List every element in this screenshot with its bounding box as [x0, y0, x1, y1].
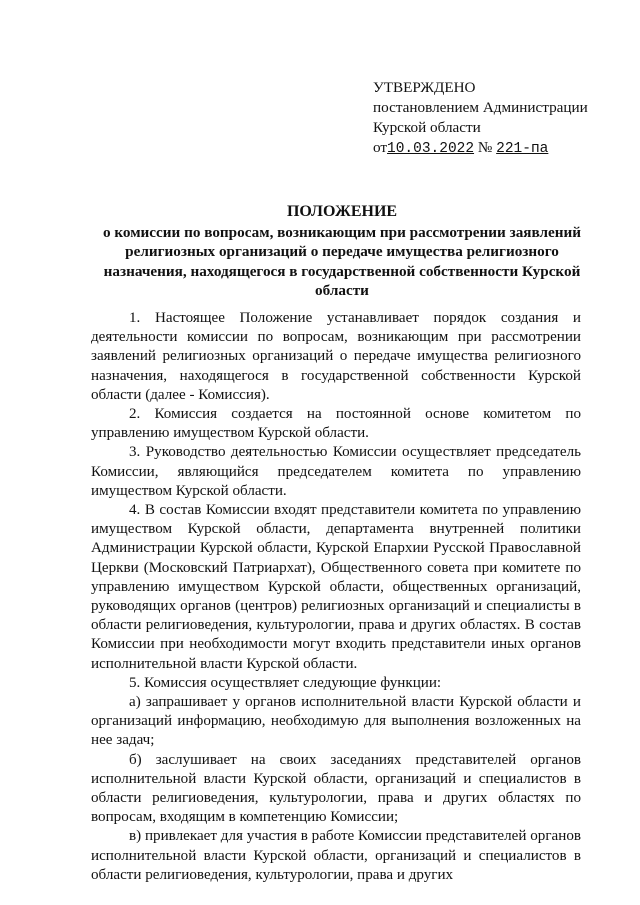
approval-heading: УТВЕРЖДЕНО [373, 79, 476, 96]
document-body [91, 309, 581, 885]
paragraph: 5. Комиссия осуществляет следующие функции: [129, 674, 442, 691]
approval-decree-line: постановлением Администрации [373, 99, 588, 116]
paragraph: в) привлекает для участия в работе Комиссии представителей органов исполнительной власти Курской области, организаций и специалистов в области религиоведения, культурологии, права и других [91, 828, 581, 883]
approval-number: 221-па [496, 141, 549, 157]
approval-date-prefix: от [373, 139, 388, 156]
approval-number-prefix: № [477, 139, 493, 156]
title-heading: ПОЛОЖЕНИЕ [286, 203, 398, 220]
paragraph: б) заслушивает на своих заседаниях представителей органов исполнительной власти Курской области, организаций и специалистов в области религиоведения, культурологии, права и других областях по вопросам, входящим в компетенцию Комиссии; [91, 751, 581, 826]
paragraph: 4. В состав Комиссии входят представители комитета по управлению имуществом Курской области, департамента внутренней политики Администрации Курской области, Курской Епархии Русской Православной Церкви (Московский Патриархат), Общественного совета при комитете по управлению имуществом Курской области, общественных организаций, руководящих органов (центров) религиозных организаций и специалисты в области религиоведения, культурологии, права и других областях. В состав Комиссии при необходимости могут входить представители иных органов исполнительной власти Курской области. [91, 502, 581, 672]
paragraph: 3. Руководство деятельностью Комиссии осуществляет председатель Комиссии, являющийся председателем комитета по управлению имуществом Курской области. [91, 444, 581, 499]
paragraph: 2. Комиссия создается на постоянной основе комитетом по управлению имуществом Курской области. [91, 406, 581, 442]
paragraph: 1. Настоящее Положение устанавливает порядок создания и деятельности комиссии по вопросам, возникающим при рассмотрении заявлений религиозных организаций о передаче имущества религиозного назначения, находящегося в государственной собственности Курской области (далее - Комиссия). [91, 310, 581, 403]
approval-stamp [373, 78, 613, 159]
approval-region-line: Курской области [373, 119, 481, 136]
approval-date-line [373, 138, 613, 159]
paragraph: а) запрашивает у органов исполнительной власти Курской области и организаций информацию, необходимую для выполнения возложенных на нее задач; [91, 694, 581, 749]
document-title [94, 202, 590, 301]
title-subtitle: о комиссии по вопросам, возникающим при рассмотрении заявлений религиозных организаций о передаче имущества религиозного назначения, находящегося в государственной собственности Курской области [102, 223, 582, 299]
approval-date: 10.03.2022 [387, 141, 475, 157]
